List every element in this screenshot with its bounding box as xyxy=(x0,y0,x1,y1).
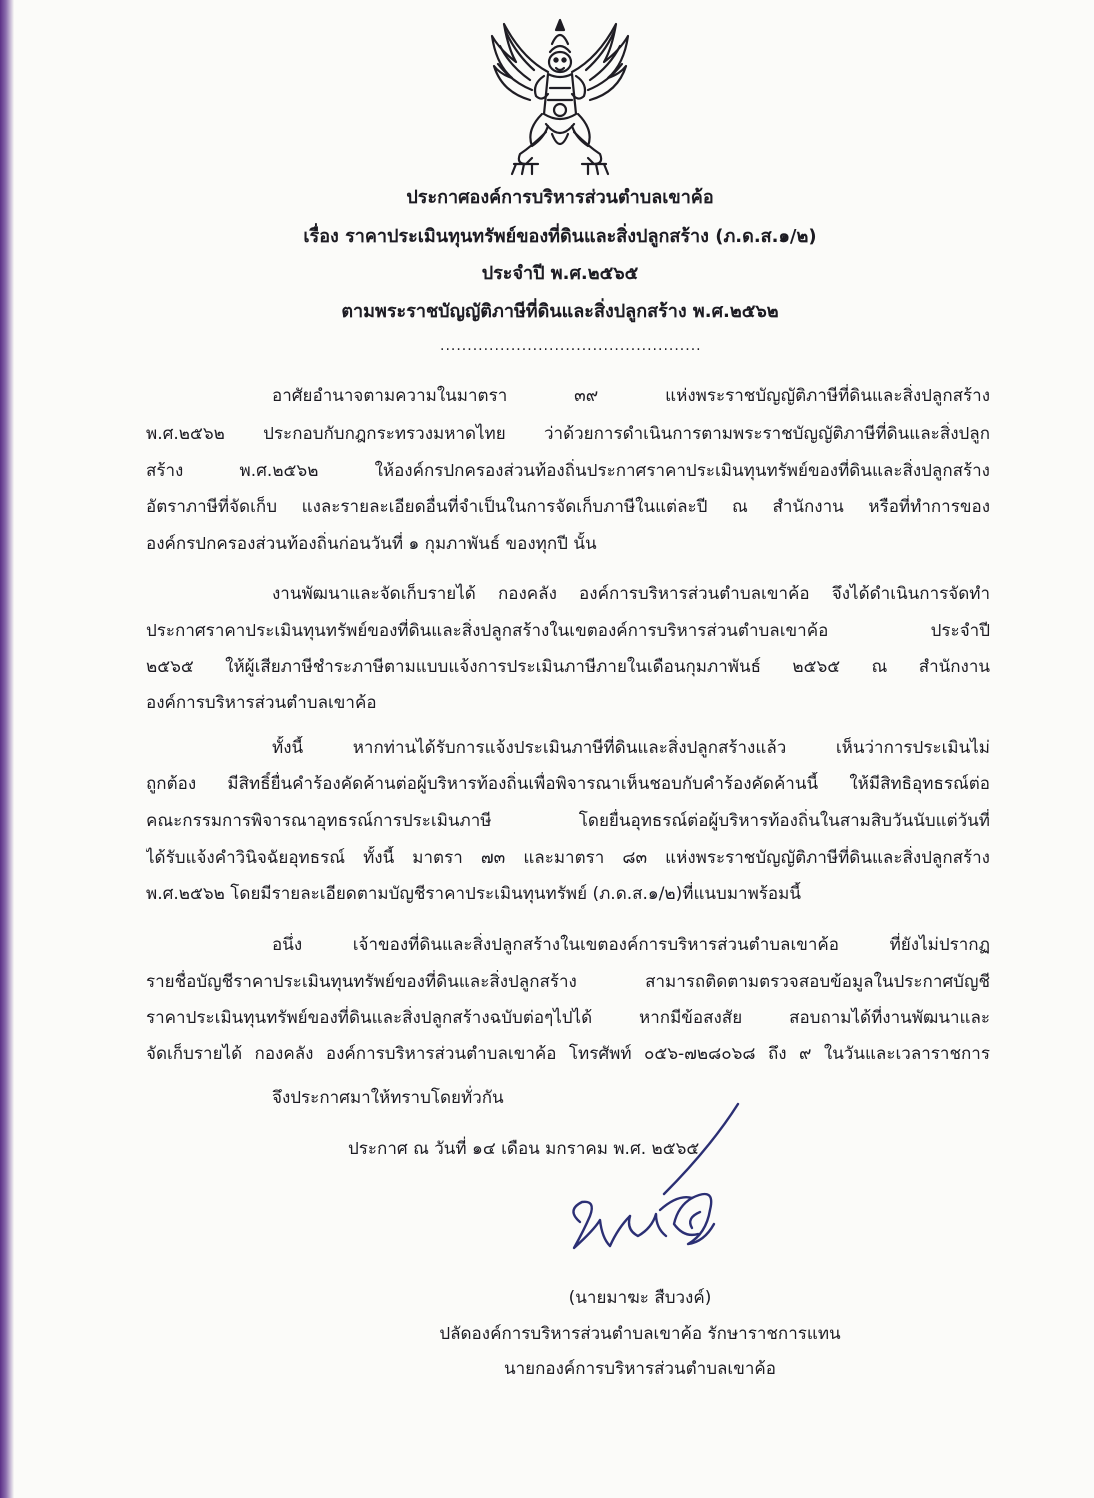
paragraph-line: องค์การบริหารส่วนตำบลเขาค้อ xyxy=(146,693,377,713)
signer-acting-position: นายกองค์การบริหารส่วนตำบลเขาค้อ xyxy=(504,1359,776,1379)
paragraph-line: ประกาศราคาประเมินทุนทรัพย์ของที่ดินและสิ่งปลูกสร้างในเขตองค์การบริหารส่วนตำบลเขาค้อ ประจำปี xyxy=(146,621,990,641)
paragraph-line: อนึ่ง เจ้าของที่ดินและสิ่งปลูกสร้างในเขตองค์การบริหารส่วนตำบลเขาค้อ ที่ยังไม่ปรากฏ xyxy=(272,935,990,955)
header-subject: เรื่อง ราคาประเมินทุนทรัพย์ของที่ดินและสิ่งปลูกสร้าง (ภ.ด.ส.๑/๒) xyxy=(303,226,817,247)
paragraph-line: รายชื่อบัญชีราคาประเมินทุนทรัพย์ของที่ดินและสิ่งปลูกสร้าง สามารถติดตามตรวจสอบข้อมูลในประกาศบัญชี xyxy=(146,972,990,992)
paragraph-line: ทั้งนี้ หากท่านได้รับการแจ้งประเมินภาษีที่ดินและสิ่งปลูกสร้างแล้ว เห็นว่าการประเมินไม่ xyxy=(272,738,990,758)
garuda-emblem-icon xyxy=(486,14,634,180)
header-year: ประจำปี พ.ศ.๒๕๖๕ xyxy=(481,263,639,284)
signer-name: (นายมาฆะ สืบวงค์) xyxy=(568,1288,712,1308)
paragraph-line: ราคาประเมินทุนทรัพย์ของที่ดินและสิ่งปลูกสร้างฉบับต่อๆไปได้ หากมีข้อสงสัย สอบถามได้ที่งานพัฒนาและ xyxy=(146,1008,990,1028)
announcement-date: ประกาศ ณ วันที่ ๑๔ เดือน มกราคม พ.ศ. ๒๕๖๕ xyxy=(348,1139,700,1159)
header-title: ประกาศองค์การบริหารส่วนตำบลเขาค้อ xyxy=(406,187,714,208)
signer-position: ปลัดองค์การบริหารส่วนตำบลเขาค้อ รักษาราชการแทน xyxy=(439,1324,841,1344)
paragraph-line: ถูกต้อง มีสิทธิ์ยื่นคำร้องคัดค้านต่อผู้บริหารท้องถิ่นเพื่อพิจารณาเห็นชอบกับคำร้องคัดค้านนี้ ให้มีสิทธิอุทธรณ์ต่อ xyxy=(146,774,990,794)
paragraph-line: อาศัยอำนาจตามความในมาตรา ๓๙ แห่งพระราชบัญญัติภาษีที่ดินและสิ่งปลูกสร้าง xyxy=(272,386,990,406)
paragraph-line: พ.ศ.๒๕๖๒ โดยมีรายละเอียดตามบัญชีราคาประเมินทุนทรัพย์ (ภ.ด.ส.๑/๒)ที่แนบมาพร้อมนี้ xyxy=(146,884,801,904)
paragraph-line: องค์กรปกครองส่วนท้องถิ่นก่อนวันที่ ๑ กุมภาพันธ์ ของทุกปี นั้น xyxy=(146,534,597,554)
paragraph-line: จัดเก็บรายได้ กองคลัง องค์การบริหารส่วนตำบลเขาค้อ โทรศัพท์ ๐๕๖-๗๒๘๐๖๘ ถึง ๙ ในวันและเวลาราชการ xyxy=(146,1044,990,1064)
paragraph-line: คณะกรรมการพิจารณาอุทธรณ์การประเมินภาษี โดยยื่นอุทธรณ์ต่อผู้บริหารท้องถิ่นในสามสิบวันนับแต่วันที่ xyxy=(146,811,990,831)
paragraph-line: ได้รับแจ้งคำวินิจฉัยอุทธรณ์ ทั้งนี้ มาตรา ๗๓ และมาตรา ๘๓ แห่งพระราชบัญญัติภาษีที่ดินและสิ่งปลูกสร้าง xyxy=(146,848,990,868)
handwritten-signature-icon xyxy=(560,1098,750,1274)
header-act: ตามพระราชบัญญัติภาษีที่ดินและสิ่งปลูกสร้าง พ.ศ.๒๕๖๒ xyxy=(341,301,779,322)
paragraph-line: พ.ศ.๒๕๖๒ ประกอบกับกฎกระทรวงมหาดไทย ว่าด้วยการดำเนินการตามพระราชบัญญัติภาษีที่ดินและสิ่งปลูก xyxy=(146,424,990,444)
paragraph-line: สร้าง พ.ศ.๒๕๖๒ ให้องค์กรปกครองส่วนท้องถิ่นประกาศราคาประเมินทุนทรัพย์ของที่ดินและสิ่งปลูกสร้าง xyxy=(146,461,990,481)
paragraph-line: ๒๕๖๕ ให้ผู้เสียภาษีชำระภาษีตามแบบแจ้งการประเมินภาษีภายในเดือนกุมภาพันธ์ ๒๕๖๕ ณ สำนักงาน xyxy=(146,657,990,677)
closing-announce: จึงประกาศมาให้ทราบโดยทั่วกัน xyxy=(272,1088,504,1108)
header-divider: ................................................ xyxy=(440,338,702,354)
paragraph-line: งานพัฒนาและจัดเก็บรายได้ กองคลัง องค์การบริหารส่วนตำบลเขาค้อ จึงได้ดำเนินการจัดทำ xyxy=(272,584,990,604)
paragraph-line: อัตราภาษีที่จัดเก็บ แงละรายละเอียดอื่นที่จำเป็นในการจัดเก็บภาษีในแต่ละปี ณ สำนักงาน หรือที่ทำการของ xyxy=(146,497,990,517)
